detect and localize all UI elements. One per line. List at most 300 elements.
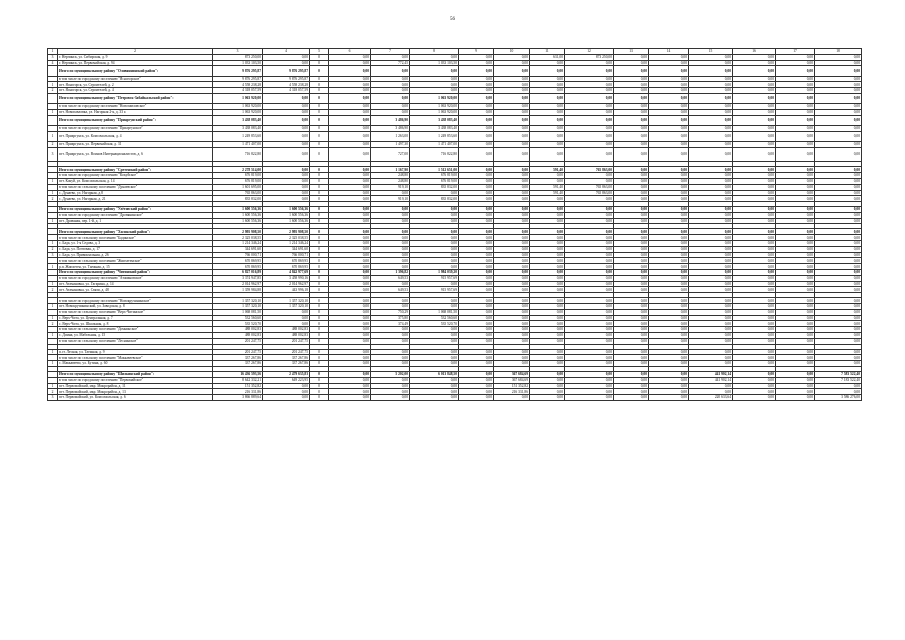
value-cell: 0,00	[649, 88, 689, 94]
address-cell: в том числе по городскому поселению "Новопавловское"	[58, 104, 213, 110]
value-cell: 0,00	[459, 281, 494, 287]
value-cell: 0,00	[371, 246, 410, 252]
address-cell: Итого по муниципальному району "Хилокский район":	[58, 229, 213, 235]
value-cell: 0,00	[815, 338, 862, 344]
row-number-cell: 3	[48, 147, 58, 162]
address-cell: пгт. Приаргунск, ул. Первомайская, д. 31	[58, 141, 213, 147]
value-cell: 0,00	[815, 66, 862, 76]
value-cell: 0,00	[689, 304, 733, 310]
value-cell: 0,00	[776, 190, 815, 196]
value-cell: 0,00	[263, 167, 310, 173]
value-cell: 0,00	[565, 270, 614, 276]
value-cell: 0,00	[815, 131, 862, 141]
value-cell: 375,80	[371, 315, 410, 321]
value-cell: 0,00	[733, 389, 776, 395]
value-cell: 0,00	[733, 246, 776, 252]
value-cell: 0,00	[614, 372, 649, 378]
value-cell: 0,00	[459, 361, 494, 367]
value-cell: 765 863,00	[213, 190, 263, 196]
row-number-cell: 4	[48, 60, 58, 66]
value-cell: 0,00	[329, 109, 371, 115]
value-cell: 0	[310, 229, 329, 235]
value-cell: 0,00	[494, 338, 530, 344]
value-cell: 6 827 016,89	[213, 270, 263, 276]
value-cell: 0,00	[565, 66, 614, 76]
value-cell: 1 214 346,24	[213, 241, 263, 247]
value-cell: 0,00	[815, 361, 862, 367]
value-cell: 0,00	[410, 82, 459, 88]
value-cell: 0,00	[494, 321, 530, 327]
value-cell: 0	[310, 109, 329, 115]
value-cell: 0,00	[733, 321, 776, 327]
header-cell: 15	[689, 49, 733, 55]
value-cell: 0,00	[689, 207, 733, 213]
value-cell: 0,00	[530, 218, 565, 224]
value-cell: 0	[310, 349, 329, 355]
row-number-cell: 1	[48, 190, 58, 196]
value-cell: 0,00	[530, 287, 565, 293]
value-cell: 0,00	[263, 178, 310, 184]
value-cell: 0,00	[530, 275, 565, 281]
value-cell: 0,00	[263, 190, 310, 196]
value-cell: 0,00	[410, 281, 459, 287]
value-cell: 0,00	[733, 229, 776, 235]
value-cell: 0,00	[371, 82, 410, 88]
value-cell: 0,00	[776, 298, 815, 304]
value-cell: 0,00	[649, 190, 689, 196]
value-cell: 0,00	[410, 355, 459, 361]
value-cell: 0,00	[530, 383, 565, 389]
value-cell: 0,00	[263, 173, 310, 179]
value-cell: 0,00	[494, 298, 530, 304]
value-cell: 0,00	[565, 327, 614, 333]
address-cell: пгт. Новокручининский, ул. Заводская, д. 8	[58, 304, 213, 310]
row-number-cell: 1	[48, 349, 58, 355]
value-cell: 151 352,82	[213, 383, 263, 389]
value-cell: 0,00	[733, 88, 776, 94]
value-cell: 0,00	[649, 167, 689, 173]
value-cell: 0,00	[459, 178, 494, 184]
value-cell: 1 600 556,36	[263, 218, 310, 224]
value-cell: 0,00	[530, 389, 565, 395]
value-cell: 0,00	[565, 178, 614, 184]
value-cell: 0,00	[530, 131, 565, 141]
address-cell: пгт. Новопавловка, ул. Нагорная 2-я, д. 33 а	[58, 109, 213, 115]
value-cell: 0,00	[530, 241, 565, 247]
value-cell: 0,00	[815, 88, 862, 94]
value-cell: 0,00	[614, 190, 649, 196]
value-cell: 0,00	[649, 389, 689, 395]
value-cell: 0,00	[649, 241, 689, 247]
value-cell: 2 325 038,55	[213, 235, 263, 241]
value-cell: 0,00	[459, 264, 494, 270]
value-cell: 0,00	[329, 338, 371, 344]
value-cell: 765 863,00	[565, 184, 614, 190]
value-cell: 0,00	[649, 54, 689, 60]
value-cell: 0,00	[329, 76, 371, 82]
value-cell: 0,00	[459, 321, 494, 327]
value-cell: 0,00	[371, 383, 410, 389]
value-cell: 0,00	[565, 264, 614, 270]
value-cell: 716 822,80	[410, 147, 459, 162]
value-cell: 0,00	[776, 184, 815, 190]
value-cell: 0,00	[565, 349, 614, 355]
value-cell: 0,00	[530, 141, 565, 147]
value-cell: 151 352,82	[494, 383, 530, 389]
value-cell: 0,00	[649, 235, 689, 241]
row-number-cell: 2	[48, 88, 58, 94]
value-cell: 3 586 276,00	[815, 395, 862, 401]
value-cell: 676 819,00	[410, 173, 459, 179]
value-cell: 0,00	[494, 173, 530, 179]
value-cell: 591,40	[530, 190, 565, 196]
value-cell: 676 819,00	[213, 173, 263, 179]
value-cell: 649,53	[371, 287, 410, 293]
address-cell: с. Дунаево, ул. Нагорная, д.8	[58, 190, 213, 196]
address-cell: п.ст. Лесная, ул. Таежная, д. 9	[58, 349, 213, 355]
value-cell: 0,00	[410, 264, 459, 270]
address-cell: в том числе по городскому поселению "Кокуйское"	[58, 173, 213, 179]
value-cell: 0,00	[329, 349, 371, 355]
row-number-cell: 1	[48, 241, 58, 247]
value-cell: 0,00	[329, 377, 371, 383]
value-cell: 0,00	[689, 309, 733, 315]
value-cell: 0,00	[776, 104, 815, 110]
row-number-cell: 3	[48, 54, 58, 60]
value-cell: 0,00	[329, 178, 371, 184]
value-cell: 0,00	[649, 109, 689, 115]
value-cell: 0	[310, 54, 329, 60]
value-cell: 0,00	[371, 349, 410, 355]
value-cell: 835 832,00	[410, 184, 459, 190]
value-cell: 0	[310, 196, 329, 202]
value-cell: 9 876 295,87	[263, 76, 310, 82]
value-cell: 0	[310, 93, 329, 103]
value-cell: 2 995 908,50	[213, 229, 263, 235]
value-cell: 919,10	[371, 184, 410, 190]
value-cell: 670 869,95	[213, 258, 263, 264]
value-cell: 0,00	[649, 281, 689, 287]
row-number-cell: 2	[48, 321, 58, 327]
value-cell: 0,00	[776, 241, 815, 247]
value-cell: 0,00	[494, 333, 530, 339]
value-cell: 0,00	[565, 383, 614, 389]
value-cell: 0,00	[530, 147, 565, 162]
value-cell: 0,00	[689, 235, 733, 241]
address-cell: в том числе по городскому поселению "Дровянинское"	[58, 212, 213, 218]
value-cell: 0,00	[371, 361, 410, 367]
value-cell: 0,00	[776, 229, 815, 235]
value-cell: 0,00	[410, 88, 459, 94]
value-cell: 0,00	[649, 372, 689, 378]
value-cell: 535 520,70	[213, 321, 263, 327]
value-cell: 532 560,60	[213, 315, 263, 321]
value-cell: 0,00	[815, 281, 862, 287]
value-cell: 0,00	[776, 315, 815, 321]
value-cell: 0,00	[733, 372, 776, 378]
value-cell: 0,00	[530, 338, 565, 344]
value-cell: 0,00	[530, 264, 565, 270]
value-cell: 0,00	[329, 252, 371, 258]
value-cell: 0,00	[614, 125, 649, 131]
value-cell: 0,00	[815, 304, 862, 310]
value-cell: 0,00	[649, 321, 689, 327]
value-cell: 0,00	[410, 349, 459, 355]
value-cell: 0,00	[494, 109, 530, 115]
value-cell: 0,00	[410, 304, 459, 310]
value-cell: 0,00	[614, 355, 649, 361]
value-cell: 0,00	[733, 93, 776, 103]
value-cell: 670 869,95	[263, 258, 310, 264]
value-cell: 0,00	[565, 355, 614, 361]
value-cell: 0,00	[815, 104, 862, 110]
value-cell: 0,00	[329, 167, 371, 173]
value-cell: 0	[310, 304, 329, 310]
value-cell: 1 063 920,00	[410, 104, 459, 110]
value-cell: 0,00	[733, 377, 776, 383]
value-cell: 0	[310, 190, 329, 196]
value-cell: 835 832,00	[213, 196, 263, 202]
value-cell: 0,00	[371, 241, 410, 247]
address-cell: Итого по муниципальному району "Сретенский район":	[58, 167, 213, 173]
value-cell: 0,00	[371, 212, 410, 218]
value-cell: 0,00	[649, 196, 689, 202]
value-cell: 0,00	[776, 218, 815, 224]
value-cell: 0,00	[530, 246, 565, 252]
value-cell: 441 902,14	[689, 372, 733, 378]
value-cell: 0,00	[776, 147, 815, 162]
value-cell: 0,00	[614, 235, 649, 241]
value-cell: 0	[310, 241, 329, 247]
value-cell: 0,00	[776, 395, 815, 401]
value-cell: 0	[310, 66, 329, 76]
value-cell: 0,00	[649, 304, 689, 310]
value-cell: 1 471 407,00	[213, 141, 263, 147]
value-cell: 0,00	[410, 327, 459, 333]
value-cell: 0,00	[410, 54, 459, 60]
value-cell: 0,00	[649, 327, 689, 333]
value-cell: 0,00	[530, 395, 565, 401]
value-cell: 0,00	[410, 66, 459, 76]
value-cell: 0,00	[689, 167, 733, 173]
value-cell: 0,00	[494, 315, 530, 321]
value-cell: 765 863,00	[565, 167, 614, 173]
value-cell: 0,00	[776, 281, 815, 287]
value-cell: 0,00	[459, 258, 494, 264]
value-cell: 0,00	[494, 270, 530, 276]
value-cell: 0,00	[329, 298, 371, 304]
value-cell: 0,00	[530, 229, 565, 235]
value-cell: 0,00	[263, 93, 310, 103]
value-cell: 201 247,75	[213, 338, 263, 344]
value-cell: 0,00	[263, 147, 310, 162]
value-cell: 0,00	[733, 167, 776, 173]
address-cell: Итого по муниципальному району "Улётовский район":	[58, 207, 213, 213]
row-number-cell: 3	[48, 395, 58, 401]
value-cell: 0,00	[494, 258, 530, 264]
value-cell: 0,00	[410, 241, 459, 247]
value-cell: 488 002,83	[213, 333, 263, 339]
value-cell: 0,00	[733, 184, 776, 190]
value-cell: 0,00	[614, 173, 649, 179]
value-cell: 0,00	[530, 104, 565, 110]
row-number-cell: 1	[48, 383, 58, 389]
header-cell: 8	[410, 49, 459, 55]
value-cell: 0	[310, 395, 329, 401]
value-cell: 0,00	[776, 76, 815, 82]
value-cell: 0,00	[565, 60, 614, 66]
value-cell: 0,00	[649, 246, 689, 252]
value-cell: 9 876 295,87	[263, 66, 310, 76]
value-cell: 1 263,00	[371, 131, 410, 141]
value-cell: 0,00	[530, 76, 565, 82]
value-cell: 0,00	[329, 184, 371, 190]
value-cell: 0,00	[776, 349, 815, 355]
value-cell: 0,00	[494, 131, 530, 141]
value-cell: 0,00	[649, 178, 689, 184]
value-cell: 8 642 332,21	[213, 377, 263, 383]
value-cell: 0,00	[494, 76, 530, 82]
value-cell: 0,00	[689, 275, 733, 281]
value-cell: 0,00	[776, 338, 815, 344]
value-cell: 591,40	[530, 184, 565, 190]
value-cell: 0,00	[815, 76, 862, 82]
value-cell: 0,00	[776, 125, 815, 131]
value-cell: 0	[310, 258, 329, 264]
value-cell: 0,00	[649, 275, 689, 281]
value-cell: 0,00	[733, 252, 776, 258]
value-cell: 0,00	[614, 281, 649, 287]
value-cell: 1 063 920,00	[213, 93, 263, 103]
value-cell: 0,00	[565, 275, 614, 281]
value-cell: 0,00	[776, 389, 815, 395]
value-cell: 0,00	[776, 54, 815, 60]
value-cell: 0,00	[649, 207, 689, 213]
value-cell: 0,00	[733, 383, 776, 389]
value-cell: 0,00	[689, 196, 733, 202]
value-cell: 0,00	[689, 218, 733, 224]
value-cell: 0,00	[494, 264, 530, 270]
value-cell: 0,00	[371, 76, 410, 82]
value-cell: 0,00	[649, 315, 689, 321]
value-cell: 0,00	[263, 131, 310, 141]
value-cell: 0,00	[329, 207, 371, 213]
table-row	[48, 147, 862, 162]
value-cell: 0,00	[815, 252, 862, 258]
value-cell: 0,00	[459, 229, 494, 235]
header-cell: 3	[213, 49, 263, 55]
value-cell: 0,00	[371, 389, 410, 395]
value-cell: 201 247,75	[263, 338, 310, 344]
value-cell: 0,00	[649, 383, 689, 389]
value-cell: 716 822,80	[213, 147, 263, 162]
value-cell: 535 520,70	[410, 321, 459, 327]
value-cell: 0,00	[614, 333, 649, 339]
value-cell: 0,00	[494, 115, 530, 125]
summary-row	[48, 66, 862, 76]
value-cell: 0,00	[410, 76, 459, 82]
value-cell: 670 869,95	[263, 264, 310, 270]
address-cell: в том числе по сельскому поселению "Домнинское"	[58, 327, 213, 333]
value-cell: 0,00	[649, 349, 689, 355]
value-cell: 0,00	[733, 258, 776, 264]
value-cell: 0	[310, 281, 329, 287]
value-cell: 1 063 920,00	[410, 109, 459, 115]
value-cell: 0,00	[815, 109, 862, 115]
row-number-cell: 1	[48, 218, 58, 224]
address-cell: в том числе по городскому поселению "Первомайское"	[58, 377, 213, 383]
value-cell: 0,00	[530, 372, 565, 378]
value-cell: 0,00	[565, 372, 614, 378]
value-cell: 0,00	[565, 252, 614, 258]
value-cell: 0,00	[614, 104, 649, 110]
value-cell: 0,00	[530, 270, 565, 276]
value-cell: 3 486,90	[371, 125, 410, 131]
value-cell: 0,00	[459, 173, 494, 179]
value-cell: 0,00	[410, 252, 459, 258]
value-cell: 0,00	[614, 395, 649, 401]
value-cell: 0,00	[494, 304, 530, 310]
value-cell: 0,00	[530, 173, 565, 179]
value-cell: 0,00	[565, 76, 614, 82]
header-cell: 4	[263, 49, 310, 55]
value-cell: 0,00	[689, 88, 733, 94]
value-cell: 0,00	[614, 131, 649, 141]
value-cell: 367 684,69	[494, 377, 530, 383]
value-cell: 337 267,86	[263, 355, 310, 361]
value-cell: 3 374 947,85	[213, 275, 263, 281]
value-cell: 441 902,14	[689, 377, 733, 383]
value-cell: 0,00	[329, 355, 371, 361]
value-cell: 216 331,86	[213, 389, 263, 395]
value-cell: 915 957,69	[410, 287, 459, 293]
value-cell: 0,00	[329, 173, 371, 179]
value-cell: 0,00	[530, 298, 565, 304]
value-cell: 591,40	[530, 167, 565, 173]
value-cell: 0,00	[494, 82, 530, 88]
value-cell: 0,00	[689, 258, 733, 264]
value-cell: 766 000,71	[263, 252, 310, 258]
table-row	[48, 395, 862, 401]
value-cell: 0,00	[530, 377, 565, 383]
value-cell: 0,00	[371, 327, 410, 333]
summary-row	[48, 93, 862, 103]
value-cell: 0	[310, 235, 329, 241]
value-cell: 0,00	[565, 104, 614, 110]
value-cell: 0,00	[565, 321, 614, 327]
value-cell: 0,00	[459, 109, 494, 115]
value-cell: 0,00	[459, 104, 494, 110]
value-cell: 0,00	[410, 258, 459, 264]
row-number-cell: 2	[48, 389, 58, 395]
value-cell: 337 267,86	[263, 361, 310, 367]
value-cell: 0,00	[494, 235, 530, 241]
value-cell: 0,00	[733, 264, 776, 270]
value-cell: 0,00	[649, 125, 689, 131]
value-cell: 0,00	[530, 315, 565, 321]
value-cell: 0,00	[689, 287, 733, 293]
value-cell: 0,00	[530, 115, 565, 125]
value-cell: 4 318 057,59	[263, 88, 310, 94]
header-cell: 1	[48, 49, 58, 55]
value-cell: 0,00	[459, 88, 494, 94]
value-cell: 0,00	[329, 141, 371, 147]
value-cell: 0,00	[776, 252, 815, 258]
value-cell: 0,00	[815, 241, 862, 247]
value-cell: 0,00	[733, 338, 776, 344]
value-cell: 0,00	[689, 264, 733, 270]
header-cell: 10	[494, 49, 530, 55]
